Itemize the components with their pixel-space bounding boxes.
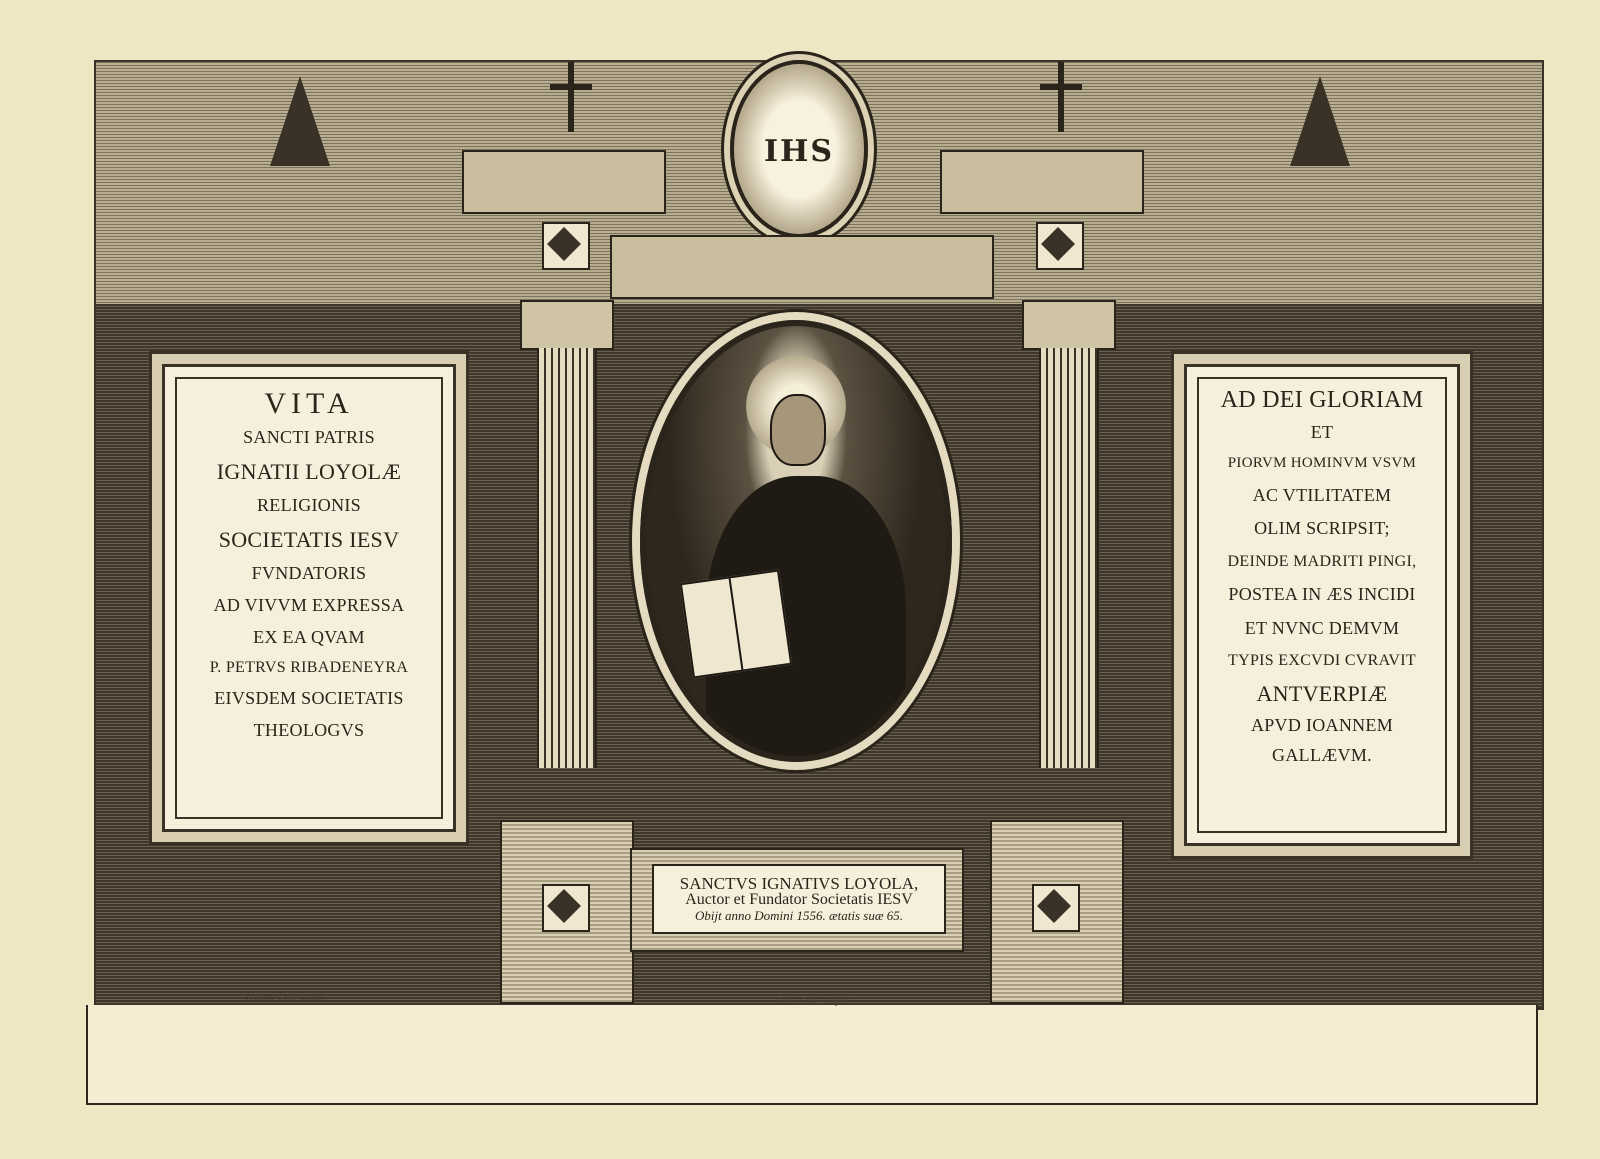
figure-head xyxy=(770,394,826,466)
credit-left: Ioannes Galle excudit xyxy=(246,992,325,1002)
left-line-8: EX EA QVAM xyxy=(253,626,365,647)
right-upper-diamond-panel xyxy=(1036,222,1084,270)
right-line-9: TYPIS EXCVDI CVRAVIT xyxy=(1228,652,1416,670)
ihs-monogram: IHS xyxy=(763,134,835,169)
right-line-8: ET NVNC DEMVM xyxy=(1244,617,1400,638)
right-line-11: APVD IOANNEM xyxy=(1250,715,1394,736)
open-book xyxy=(680,570,792,679)
left-line-1: VITA xyxy=(264,387,354,420)
caption-plaque xyxy=(652,864,946,934)
left-pyramid-finial xyxy=(270,76,330,166)
left-tablet xyxy=(162,364,456,832)
left-upper-diamond-panel xyxy=(542,222,590,270)
left-tablet-text xyxy=(175,377,443,819)
left-line-6: FVNDATORIS xyxy=(251,562,367,583)
right-entablature xyxy=(940,150,1144,214)
right-line-6: DEINDE MADRITI PINGI, xyxy=(1227,553,1417,571)
credit-center: Corn. Galle sculpsit xyxy=(776,996,849,1006)
left-line-9: P. PETRVS RIBADENEYRA xyxy=(209,659,409,677)
left-line-7: AD VIVVM EXPRESSA xyxy=(213,594,405,615)
left-line-10: EIVSDEM SOCIETATIS xyxy=(214,687,404,708)
right-tablet xyxy=(1184,364,1460,846)
left-line-2: SANCTI PATRIS xyxy=(243,427,375,447)
central-entablature xyxy=(610,235,994,299)
right-line-7: POSTEA IN ÆS INCIDI xyxy=(1228,583,1416,604)
left-line-11: THEOLOGVS xyxy=(253,719,365,740)
right-line-5: OLIM SCRIPSIT; xyxy=(1254,518,1390,539)
right-line-3: PIORVM HOMINVM VSVM xyxy=(1227,455,1417,472)
right-line-10: ANTVERPIÆ xyxy=(1256,681,1388,707)
caption-line-3: Obijt anno Domini 1556. ætatis suæ 65. xyxy=(694,908,904,924)
right-column-capital xyxy=(1022,300,1116,350)
caption-line-2: Auctor et Fundator Societatis IESV xyxy=(685,891,913,909)
left-column xyxy=(537,348,597,768)
blank-margin-box xyxy=(86,1005,1538,1105)
left-line-3: IGNATII LOYOLÆ xyxy=(216,458,402,484)
right-column xyxy=(1039,348,1099,768)
right-cross-icon xyxy=(1058,62,1064,132)
right-pyramid-finial xyxy=(1290,76,1350,166)
right-line-1: AD DEI GLORIAM xyxy=(1220,387,1424,413)
right-line-12: GALLÆVM. xyxy=(1272,745,1372,766)
right-tablet-text xyxy=(1197,377,1447,833)
left-diamond-panel xyxy=(542,884,590,932)
right-line-4: AC VTILITATEM xyxy=(1252,484,1392,505)
right-line-2: ET xyxy=(1310,422,1334,443)
left-entablature xyxy=(462,150,666,214)
left-column-capital xyxy=(520,300,614,350)
portrait-oval xyxy=(640,320,952,762)
caption-line-1: SANCTVS IGNATIVS LOYOLA, xyxy=(679,873,919,893)
right-diamond-panel xyxy=(1032,884,1080,932)
left-line-5: SOCIETATIS IESV xyxy=(218,526,400,552)
ihs-medallion xyxy=(730,60,868,238)
left-line-4: RELIGIONIS xyxy=(257,494,361,515)
left-cross-icon xyxy=(568,62,574,132)
